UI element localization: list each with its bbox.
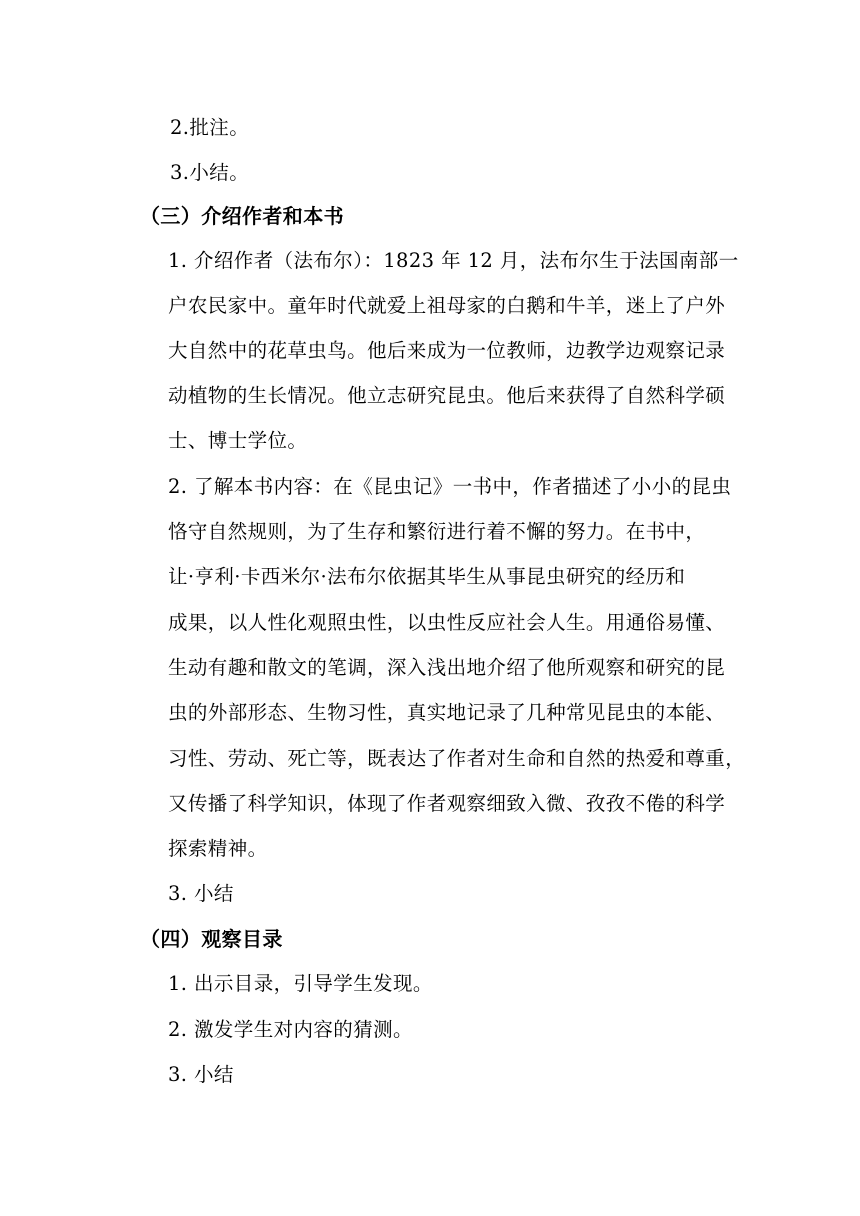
paragraph-line: 又传播了科学知识，体现了作者观察细致入微、孜孜不倦的科学 xyxy=(168,792,726,815)
list-item: 2. 激发学生对内容的猜测。 xyxy=(168,1018,413,1041)
section-heading-observe-contents: （四）观察目录 xyxy=(140,927,283,951)
paragraph-line: 2. 了解本书内容：在《昆虫记》一书中，作者描述了小小的昆虫 xyxy=(168,475,732,498)
paragraph-line: 虫的外部形态、生物习性，真实地记录了几种常见昆虫的本能、 xyxy=(168,701,726,724)
list-item-summary: 3. 小结 xyxy=(168,882,234,905)
paragraph-line: 让·亨利·卡西米尔·法布尔依据其毕生从事昆虫研究的经历和 xyxy=(168,565,686,588)
paragraph-line: 1. 介绍作者（法布尔）：1823 年 12 月，法布尔生于法国南部一 xyxy=(168,249,739,272)
paragraph-line: 动植物的生长情况。他立志研究昆虫。他后来获得了自然科学硕 xyxy=(168,384,726,407)
paragraph-line: 户农民家中。童年时代就爱上祖母家的白鹅和牛羊，迷上了户外 xyxy=(168,294,726,317)
paragraph-line: 成果，以人性化观照虫性，以虫性反应社会人生。用通俗易懂、 xyxy=(168,611,726,634)
list-item-summary: 3. 小结 xyxy=(168,1063,234,1086)
list-item-summary: 3.小结。 xyxy=(170,161,250,184)
paragraph-line: 士、博士学位。 xyxy=(168,429,308,452)
section-heading-intro-author-book: （三）介绍作者和本书 xyxy=(140,204,344,228)
list-item-annotation: 2.批注。 xyxy=(170,116,250,139)
list-item: 1. 出示目录，引导学生发现。 xyxy=(168,972,433,995)
paragraph-line: 探索精神。 xyxy=(168,837,268,860)
paragraph-line: 生动有趣和散文的笔调，深入浅出地介绍了他所观察和研究的昆 xyxy=(168,656,726,679)
paragraph-line: 习性、劳动、死亡等，既表达了作者对生命和自然的热爱和尊重， xyxy=(168,747,746,770)
paragraph-line: 恪守自然规则，为了生存和繁衍进行着不懈的努力。在书中， xyxy=(168,520,706,543)
paragraph-line: 大自然中的花草虫鸟。他后来成为一位教师，边教学边观察记录 xyxy=(168,339,726,362)
